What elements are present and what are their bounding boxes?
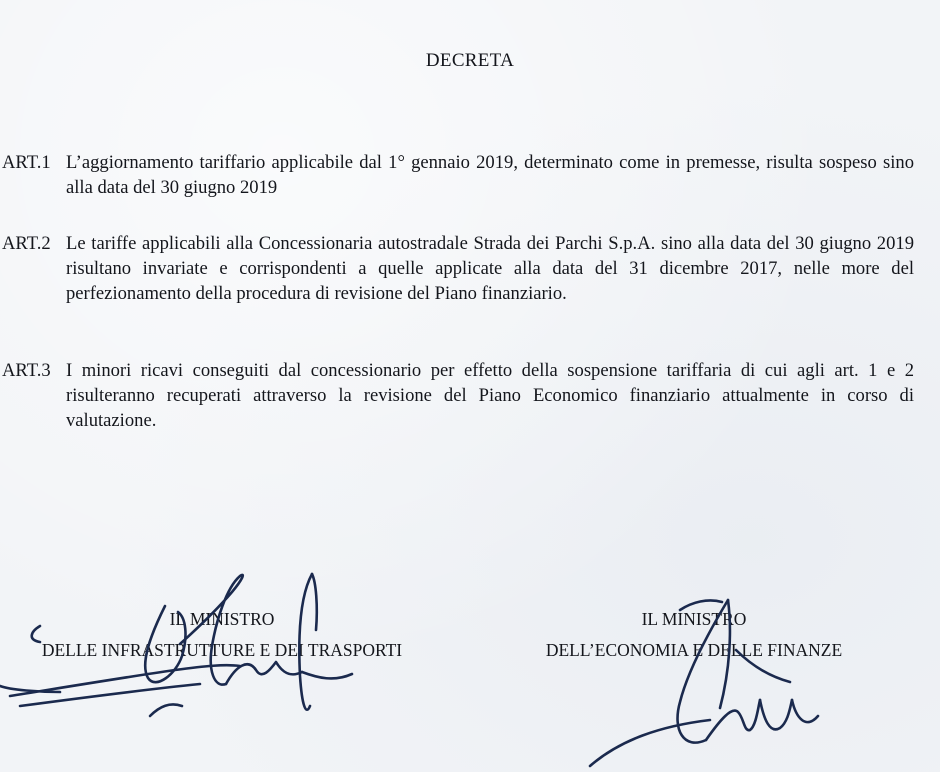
article-label: ART.3 [2, 360, 51, 381]
article-2 [2, 231, 914, 306]
signatory-department: DELLE INFRASTRUTTURE E DEI TRASPORTI [41, 640, 403, 660]
signatory-economy [508, 604, 880, 666]
article-label: ART.2 [2, 233, 51, 254]
article-text: L’aggiornamento tariffario applicabile dal 1° gennaio 2019, determinato come in premesse, risulta sospeso sino alla data del 30 giugno 2019 [66, 152, 914, 198]
signatory-role: IL MINISTRO [169, 609, 275, 629]
handwritten-signature-left [0, 566, 470, 772]
article-text: Le tariffe applicabili alla Concessionaria autostradale Strada dei Parchi S.p.A. sino alla data del 30 giugno 2019 risultano invariate e corrispondenti a quelle applicate alla data del 31 dicembre 2017, nelle more del perfezionamento della procedura di revisione del Piano finanziario. [66, 233, 914, 304]
article-text: I minori ricavi conseguiti dal concessionario per effetto della sospensione tariffaria di cui agli art. 1 e 2 risulteranno recuperati attraverso la revisione del Piano Economico finanziario attualmente in corso di valutazione. [66, 360, 914, 431]
signatory-role: IL MINISTRO [641, 609, 747, 629]
article-label: ART.1 [2, 152, 51, 173]
decree-heading: DECRETA [425, 50, 515, 71]
signatory-infrastructure [0, 604, 444, 666]
article-3 [2, 358, 914, 433]
article-1 [2, 150, 914, 200]
signatory-department: DELL’ECONOMIA E DELLE FINANZE [545, 640, 843, 660]
